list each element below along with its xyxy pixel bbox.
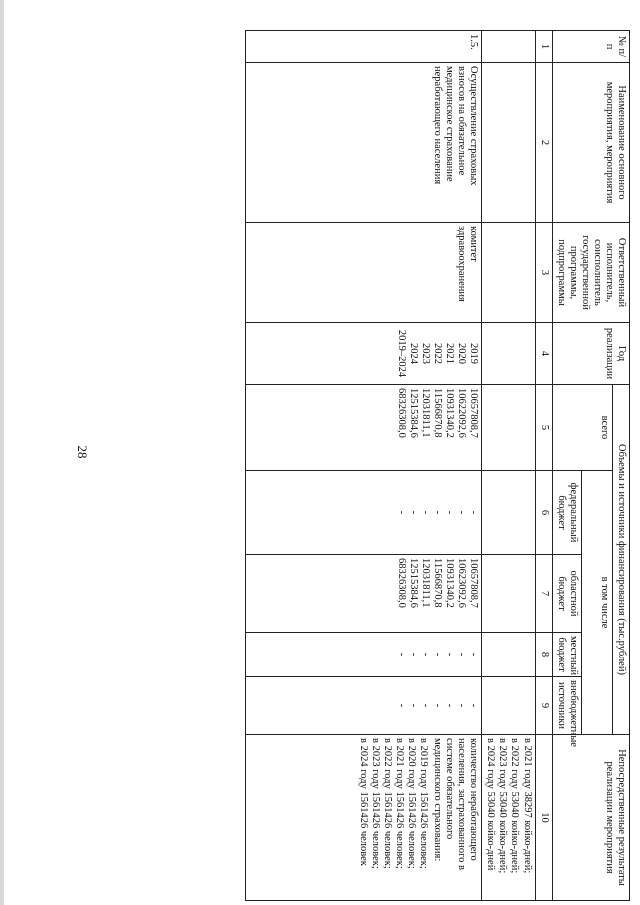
header-total: всего <box>552 385 612 471</box>
list-item: в 2024 году 1561426 человек <box>357 738 369 866</box>
list-item: в 2019 году 1561426 человек; <box>418 738 430 869</box>
index-cell: 3 <box>535 223 552 323</box>
scan-edge <box>0 0 4 905</box>
header-federal: федеральный бюджет <box>552 471 581 555</box>
index-cell: 2 <box>535 63 552 223</box>
list-item: в 2022 году 1561426 человек; <box>381 738 393 869</box>
list-item: в 2021 году 38297 койко-дней; <box>521 738 533 874</box>
list-item: в 2021 году 1561426 человек; <box>393 738 405 869</box>
list-item: в 2024 году 53040 койко-дней <box>485 738 497 871</box>
index-cell: 4 <box>535 323 552 385</box>
table-row-continuation <box>482 31 535 901</box>
header-number: № п/п <box>552 31 629 63</box>
row-federal: - - - - - - - <box>246 471 482 555</box>
index-cell: 6 <box>535 471 552 555</box>
header-results: Непосредственные результаты реализации мероприятия <box>552 735 629 901</box>
row-local: - - - - - - - <box>246 633 482 677</box>
index-cell: 7 <box>535 555 552 633</box>
index-cell: 5 <box>535 385 552 471</box>
index-cell: 1 <box>535 31 552 63</box>
financing-table <box>245 30 630 901</box>
row-regional: 10657808,7 10623092,6 10931340,2 11566870,8 12031811,1 12515384,6 68326308,0 <box>246 555 482 633</box>
row-name: Осуществление страховых взносов на обязательное медицинское страхование неработающего населения <box>246 63 482 223</box>
header-extrabudget: внебюджетные источники <box>552 677 581 735</box>
row-extrabudget: - - - - - - - <box>246 677 482 735</box>
row-number: 1.5. <box>246 31 482 63</box>
header-regional: областной бюджет <box>552 555 581 633</box>
row-total: 10657808,7 10622092,6 10931340,2 11566870,8 12031811,1 12515384,6 68326308,0 <box>246 385 482 471</box>
index-cell: 8 <box>535 633 552 677</box>
list-item: в 2023 году 53040 койко-дней; <box>497 738 509 874</box>
list-item: в 2022 году 53040 койко-дней; <box>509 738 521 874</box>
row-executor: комитет здравоохранения <box>246 223 482 323</box>
header-local: местный бюджет <box>552 633 581 677</box>
index-row <box>535 31 552 901</box>
header-name: Наименование основного мероприятия, мероприятия <box>552 63 629 223</box>
index-cell: 10 <box>535 735 552 901</box>
header-year: Год реализации <box>552 323 629 385</box>
results-intro: количество неработающего населения, застрахованного в системе обязательного медицинского страхования: <box>432 738 480 871</box>
row-years: 2019 2020 2021 2022 2023 2024 2019–2024 <box>246 323 482 385</box>
row-results <box>246 735 482 901</box>
header-executor: Ответственный исполнитель, соисполнитель государственной программы, подпрограммы <box>552 223 629 323</box>
header-subgroup: в том числе <box>581 471 612 735</box>
index-cell: 9 <box>535 677 552 735</box>
rotated-sheet <box>110 30 630 900</box>
header-row-1 <box>612 31 629 901</box>
page-number: 28 <box>75 445 90 459</box>
header-financing-group: Объемы и источники финансирования (тыс.рублей) <box>612 385 629 735</box>
list-item: в 2023 году 1561426 человек; <box>369 738 381 869</box>
table-row-1-5 <box>246 31 482 901</box>
prev-results <box>482 735 535 901</box>
list-item: в 2020 году 1561426 человек; <box>406 738 417 869</box>
